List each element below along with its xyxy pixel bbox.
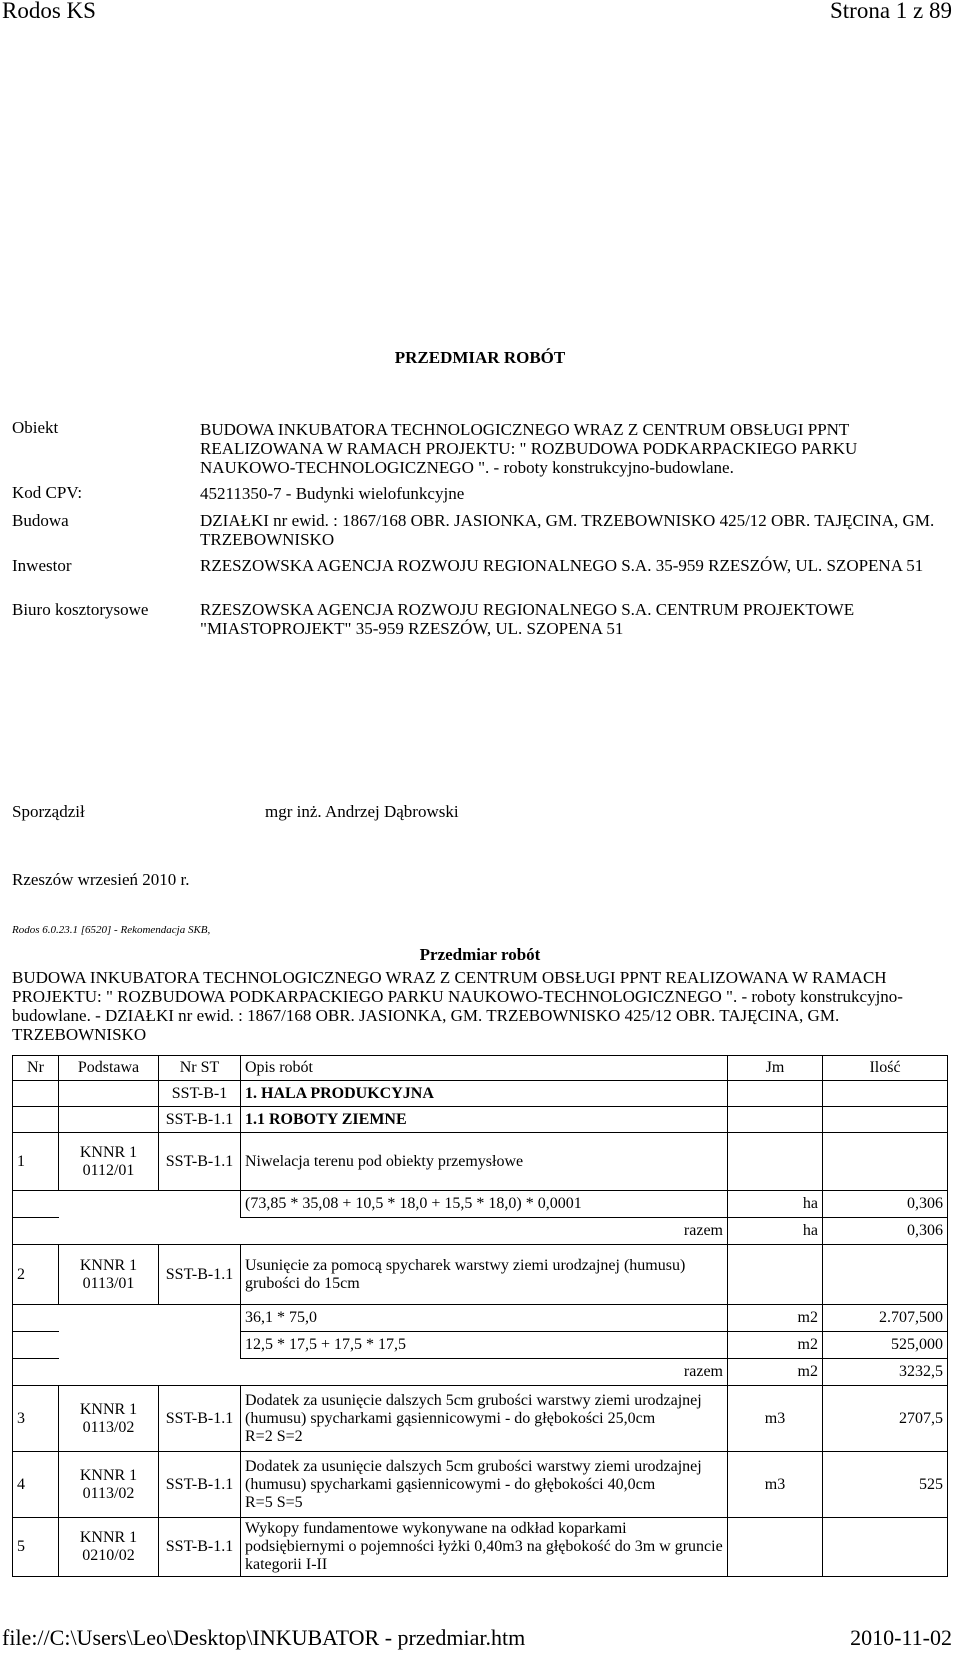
sum-jm: ha: [728, 1218, 823, 1245]
calc-formula: 12,5 * 17,5 + 17,5 * 17,5: [241, 1332, 728, 1359]
prepared-name: mgr inż. Andrzej Dąbrowski: [265, 802, 459, 821]
calc-formula: 36,1 * 75,0: [241, 1305, 728, 1332]
item-nrst: SST-B-1.1: [159, 1133, 241, 1191]
sum-label: razem: [241, 1218, 728, 1245]
przedmiar-table: [12, 1055, 948, 1577]
info-value-budowa: DZIAŁKI nr ewid. : 1867/168 OBR. JASIONKA, GM. TRZEBOWNISKO 425/12 OBR. TAJĘCINA, GM. TRZEBOWNISKO: [200, 511, 935, 549]
sum-ilosc: 0,306: [823, 1218, 948, 1245]
item-opis: Usunięcie za pomocą spycharek warstwy ziemi urodzajnej (humusu) grubości do 15cm: [241, 1245, 728, 1305]
project-description: BUDOWA INKUBATORA TECHNOLOGICZNEGO WRAZ Z CENTRUM OBSŁUGI PPNT REALIZOWANA W RAMACH PROJEKTU: " ROZBUDOWA PODKARPACKIEGO PARKU NAUKOWO-TECHNOLOGICZNEGO ". - roboty konstrukcyjno-budowlane. - DZIAŁKI nr ewid. : 1867/168 OBR. JASIONKA, GM. TRZEBOWNISKO 425/12 OBR. TAJĘCINA, GM. TRZEBOWNISKO: [12, 968, 903, 1044]
table-row: [13, 1305, 948, 1332]
item-jm: m3: [728, 1452, 823, 1518]
table-row: [13, 1386, 948, 1452]
generator-info: Rodos 6.0.23.1 [6520] - Rekomendacja SKB,: [12, 924, 211, 936]
section-title: Przedmiar robót: [419, 945, 541, 964]
col-header-jm: Jm: [728, 1056, 823, 1081]
info-value-inwestor: RZESZOWSKA AGENCJA ROZWOJU REGIONALNEGO S.A. 35-959 RZESZÓW, UL. SZOPENA 51: [200, 556, 924, 575]
calc-jm: m2: [728, 1305, 823, 1332]
calc-jm: ha: [728, 1191, 823, 1218]
item-opis: Niwelacja terenu pod obiekty przemysłowe: [241, 1133, 728, 1191]
table-row: [13, 1191, 948, 1218]
item-opis: [241, 1452, 728, 1518]
item-opis: Wykopy fundamentowe wykonywane na odkład koparkami podsiębiernymi o pojemności łyżki 0,40m3 na głębokość do 3m w gruncie kategorii I-II: [241, 1518, 728, 1577]
table-row: [13, 1359, 948, 1386]
table-row: [13, 1133, 948, 1191]
table-row: [13, 1218, 948, 1245]
page-number: Strona 1 z 89: [829, 0, 952, 23]
item-nr: 5: [13, 1518, 59, 1577]
sum-ilosc: 3232,5: [823, 1359, 948, 1386]
calc-jm: m2: [728, 1332, 823, 1359]
table-row: [13, 1081, 948, 1107]
page-title: PRZEDMIAR ROBÓT: [394, 348, 566, 367]
item-ilosc: 525: [823, 1452, 948, 1518]
sum-label: razem: [241, 1359, 728, 1386]
item-nrst: SST-B-1.1: [159, 1452, 241, 1518]
calc-ilosc: 525,000: [823, 1332, 948, 1359]
section-name: 1.1 ROBOTY ZIEMNE: [241, 1107, 728, 1133]
table-row: [13, 1452, 948, 1518]
app-title: Rodos KS: [2, 0, 96, 23]
section-nrst: SST-B-1: [159, 1081, 241, 1107]
item-podstawa: KNNR 1 0210/02: [59, 1518, 159, 1577]
item-nrst: SST-B-1.1: [159, 1245, 241, 1305]
item-ilosc: 2707,5: [823, 1386, 948, 1452]
item-nr: 3: [13, 1386, 59, 1452]
col-header-podstawa: Podstawa: [59, 1056, 159, 1081]
calc-ilosc: 2.707,500: [823, 1305, 948, 1332]
info-label-inwestor: Inwestor: [12, 556, 72, 575]
section-nrst: SST-B-1.1: [159, 1107, 241, 1133]
info-value-obiekt: BUDOWA INKUBATORA TECHNOLOGICZNEGO WRAZ Z CENTRUM OBSŁUGI PPNT REALIZOWANA W RAMACH PROJEKTU: " ROZBUDOWA PODKARPACKIEGO PARKU NAUKOWO-TECHNOLOGICZNEGO ". - roboty konstrukcyjno-budowlane.: [200, 420, 858, 477]
item-nr: 4: [13, 1452, 59, 1518]
file-path: file://C:\Users\Leo\Desktop\INKUBATOR - przedmiar.htm: [2, 1625, 526, 1650]
item-nr: 2: [13, 1245, 59, 1305]
col-header-nr: Nr: [13, 1056, 59, 1081]
table-row: [13, 1107, 948, 1133]
print-date: 2010-11-02: [850, 1625, 952, 1650]
info-label-biuro: Biuro kosztorysowe: [12, 600, 149, 619]
table-row: [13, 1518, 948, 1577]
info-label-budowa: Budowa: [12, 511, 69, 530]
item-podstawa: KNNR 1 0113/02: [59, 1386, 159, 1452]
item-opis-text: Dodatek za usunięcie dalszych 5cm grubości warstwy ziemi urodzajnej (humusu) spycharkami gąsiennicowymi - do głębokości 25,0cm: [245, 1391, 702, 1427]
info-label-cpv: Kod CPV:: [12, 483, 83, 502]
item-opis-text: Dodatek za usunięcie dalszych 5cm grubości warstwy ziemi urodzajnej (humusu) spycharkami gąsiennicowymi - do głębokości 40,0cm: [245, 1457, 702, 1493]
calc-ilosc: 0,306: [823, 1191, 948, 1218]
item-podstawa: KNNR 1 0113/01: [59, 1245, 159, 1305]
item-nrst: SST-B-1.1: [159, 1386, 241, 1452]
table-row: [13, 1245, 948, 1305]
col-header-ilosc: Ilość: [823, 1056, 948, 1081]
table-header-row: [13, 1056, 948, 1081]
item-nrst: SST-B-1.1: [159, 1518, 241, 1577]
sum-jm: m2: [728, 1359, 823, 1386]
col-header-nrst: Nr ST: [159, 1056, 241, 1081]
section-name: 1. HALA PRODUKCYJNA: [241, 1081, 728, 1107]
item-podstawa: KNNR 1 0113/02: [59, 1452, 159, 1518]
prepared-label: Sporządził: [12, 802, 85, 821]
item-nr: 1: [13, 1133, 59, 1191]
calc-formula: (73,85 * 35,08 + 10,5 * 18,0 + 15,5 * 18,0) * 0,0001: [241, 1191, 728, 1218]
item-opis: [241, 1386, 728, 1452]
info-value-biuro: RZESZOWSKA AGENCJA ROZWOJU REGIONALNEGO S.A. CENTRUM PROJEKTOWE "MIASTOPROJEKT" 35-959 RZESZÓW, UL. SZOPENA 51: [200, 600, 855, 638]
item-opis-dims: R=2 S=2: [245, 1427, 303, 1445]
info-label-obiekt: Obiekt: [12, 418, 59, 437]
table-row: [13, 1332, 948, 1359]
info-value-cpv: 45211350-7 - Budynki wielofunkcyjne: [200, 484, 465, 503]
place-date: Rzeszów wrzesień 2010 r.: [12, 870, 190, 889]
item-opis-dims: R=5 S=5: [245, 1493, 303, 1511]
item-jm: m3: [728, 1386, 823, 1452]
col-header-opis: Opis robót: [241, 1056, 728, 1081]
item-podstawa: KNNR 1 0112/01: [59, 1133, 159, 1191]
